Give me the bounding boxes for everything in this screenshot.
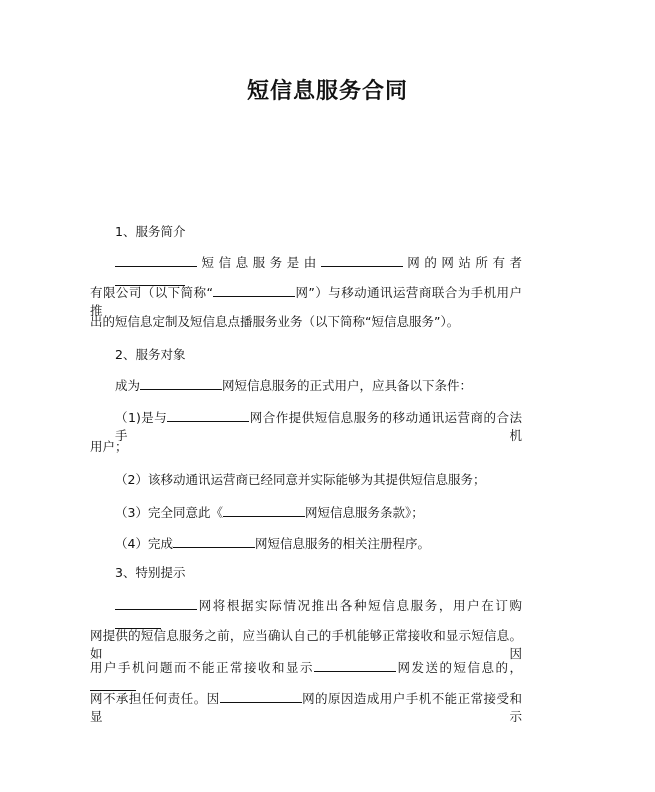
text: 网的网站所有者 [402, 255, 522, 270]
section-2-heading: 2、服务对象 [115, 347, 186, 362]
paragraph-line [90, 689, 522, 724]
paragraph-line: 用户； [90, 439, 128, 454]
document-title: 短信息服务合同 [246, 79, 408, 104]
text: 网”）与移动通讯运营商联合为手机用户推 [90, 285, 522, 318]
condition-4 [115, 534, 522, 553]
blank-field [173, 534, 255, 548]
blank-field [140, 376, 222, 390]
text: （3）完全同意此《 [115, 505, 223, 520]
text: 有限公司（以下简称“ [90, 285, 213, 300]
paragraph-line [115, 376, 522, 395]
text: 用户手机问题而不能正常接收和显示 [90, 660, 314, 675]
blank-field [115, 596, 197, 610]
text: 网短信息服务的正式用户，应具备以下条件： [222, 378, 473, 393]
text: 网短信息服务的相关注册程序。 [254, 536, 430, 551]
paragraph-line [115, 253, 522, 271]
text: 网的原因造成用户手机不能正常接受和显示 [90, 691, 522, 724]
text: 网不承担任何责任。因 [90, 691, 220, 706]
text: 网短信息服务条款》； [304, 505, 424, 520]
section-3-heading: 3、特别提示 [115, 565, 186, 580]
paragraph-line [90, 658, 522, 676]
text: 网提供的短信息服务之前，应当确认自己的手机能够正常接收和显示短信息。如因 [90, 628, 522, 661]
blank-field [321, 253, 403, 267]
paragraph-line: 出的短信息定制及短信息点播服务业务（以下简称“短信息服务”）。 [90, 314, 460, 329]
blank-field [213, 283, 295, 297]
text: （4）完成 [115, 536, 173, 551]
condition-1 [115, 408, 522, 443]
text: 成为 [115, 378, 141, 393]
text: 短信息服务是由 [197, 255, 321, 270]
paragraph-line [90, 283, 522, 318]
blank-field [220, 689, 302, 703]
blank-field [314, 658, 396, 672]
blank-field [167, 408, 249, 422]
section-1-heading: 1、服务简介 [115, 224, 186, 239]
condition-2: （2）该移动通讯运营商已经同意并实际能够为其提供短信息服务； [115, 472, 486, 487]
text: 网发送的短信息的， [395, 660, 522, 675]
paragraph-line [90, 627, 522, 661]
condition-3 [115, 503, 522, 522]
text: 网合作提供短信息服务的移动通讯运营商的合法手机 [115, 410, 522, 443]
text: 网将根据实际情况推出各种短信息服务，用户在订购 [197, 598, 522, 613]
blank-field [115, 253, 197, 267]
paragraph-line [115, 596, 522, 614]
text: （1)是与 [115, 410, 168, 425]
blank-field [223, 503, 305, 517]
